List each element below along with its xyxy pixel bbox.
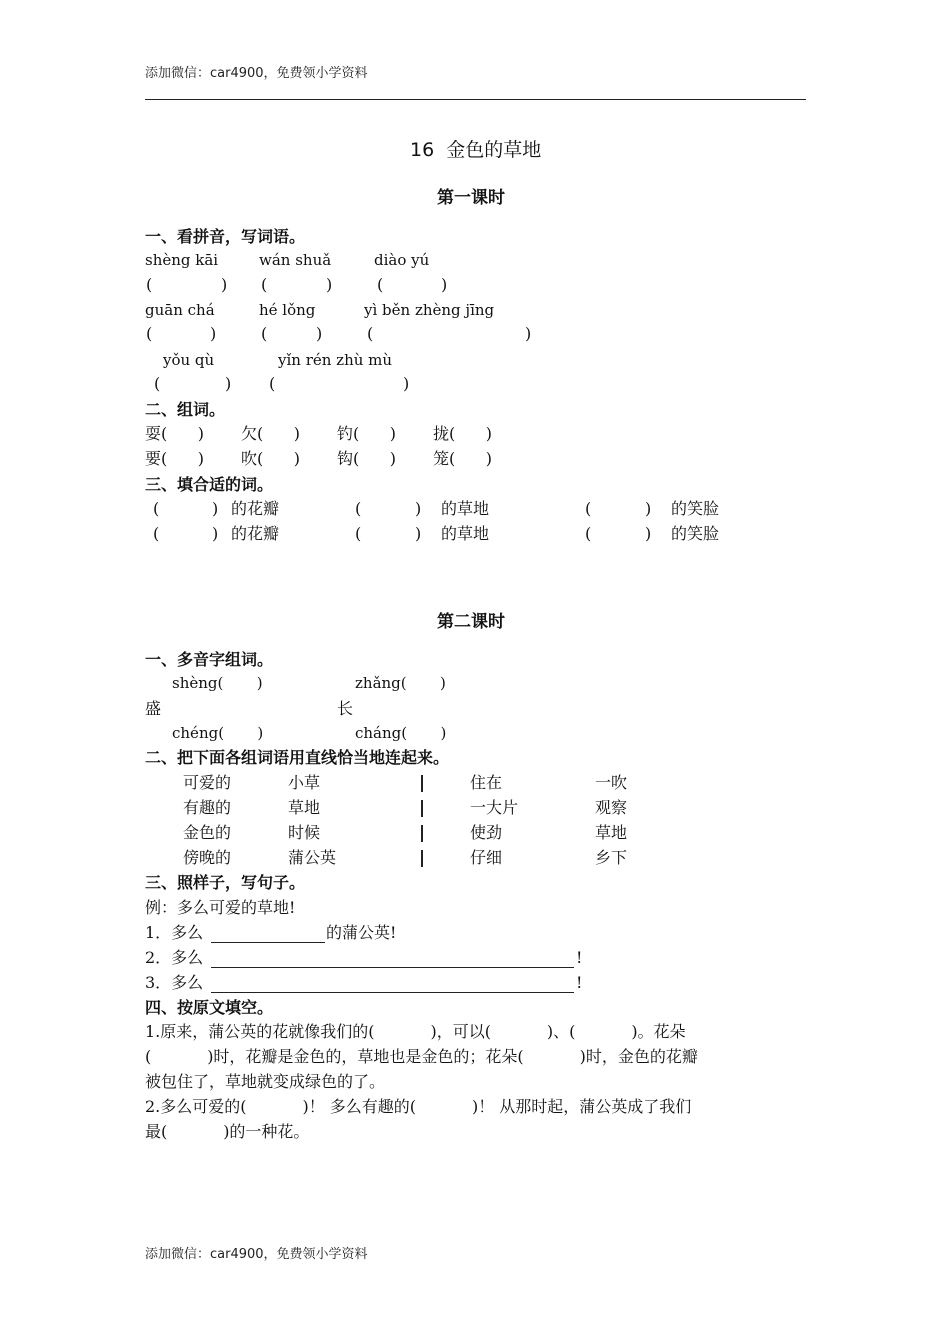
answer-box-open: ( [355, 524, 362, 543]
answer-box-close: ) [525, 324, 532, 343]
match-right-a: 使劲 [470, 823, 503, 842]
answer-box-open: ( [585, 524, 592, 543]
match-left-a: 傍晚的 [183, 848, 232, 867]
word-item: 耍( ) [145, 424, 205, 443]
word-item: 拢( ) [433, 424, 493, 443]
answer-box-close: ) [415, 524, 422, 543]
match-right-b: 草地 [595, 823, 628, 842]
phrase-smiling-face: 的笑脸 [671, 524, 720, 543]
match-right-b: 一吹 [595, 773, 628, 792]
sentence-3-prefix: 3．多么 [145, 973, 204, 992]
sentence-1-prefix: 1．多么 [145, 923, 204, 942]
answer-box-open: ( [377, 275, 384, 294]
answer-box-open: ( [367, 324, 374, 343]
answer-box-open: ( [585, 499, 592, 518]
polyphone-zhang: zhǎng( ) [355, 674, 446, 692]
l1-part3-heading: 三、填合适的词。 [145, 475, 274, 494]
lesson2-heading: 第二课时 [437, 612, 505, 632]
answer-box-close: ) [212, 499, 219, 518]
match-left-b: 小草 [288, 773, 321, 792]
answer-box-open: ( [153, 499, 160, 518]
l1-part1-heading: 一、看拼音，写词语。 [145, 227, 306, 246]
word-item: 吹( ) [241, 449, 301, 468]
answer-box-close: ) [645, 499, 652, 518]
answer-box-close: ) [210, 324, 217, 343]
match-left-b: 时候 [288, 823, 321, 842]
polyphone-char-chang: 长 [337, 699, 354, 718]
pinyin-guancha: guān chá [145, 301, 215, 319]
answer-box-close: ) [415, 499, 422, 518]
fill-line: 2.多么可爱的( )！ 多么有趣的( )！ 从那时起，蒲公英成了我们 [145, 1097, 692, 1116]
sentence-end-mark: ! [576, 973, 583, 992]
l2-part4-heading: 四、按原文填空。 [145, 998, 274, 1017]
pinyin-yinrenzhumu: yǐn rén zhù mù [278, 351, 393, 369]
l2-part3-heading: 三、照样子，写句子。 [145, 873, 306, 892]
answer-box-close: ) [221, 275, 228, 294]
pinyin-diaoyu: diào yú [374, 251, 430, 269]
polyphone-cheng: chéng( ) [172, 724, 264, 742]
word-item: 要( ) [145, 449, 205, 468]
fill-line: 最( )的一种花。 [145, 1122, 310, 1141]
blank-line [211, 942, 325, 943]
polyphone-char-sheng: 盛 [145, 699, 162, 718]
match-left-a: 金色的 [183, 823, 232, 842]
l2-part2-heading: 二、把下面各组词语用直线恰当地连起来。 [145, 748, 450, 767]
column-divider [421, 825, 423, 842]
match-right-a: 住在 [470, 773, 503, 792]
example-sentence: 例：多么可爱的草地! [145, 898, 296, 917]
answer-box-close: ) [326, 275, 333, 294]
match-right-b: 乡下 [595, 848, 628, 867]
word-item: 钓( ) [337, 424, 397, 443]
phrase-flower-petal: 的花瓣 [231, 499, 280, 518]
answer-box-open: ( [261, 275, 268, 294]
l1-part2-heading: 二、组词。 [145, 400, 226, 419]
match-left-b: 蒲公英 [288, 848, 337, 867]
answer-box-open: ( [146, 275, 153, 294]
column-divider [421, 775, 423, 792]
pinyin-yibenzhengjing: yì běn zhèng jīng [364, 301, 495, 319]
answer-box-close: ) [212, 524, 219, 543]
header-note: 添加微信：car4900，免费领小学资料 [145, 66, 368, 81]
answer-box-close: ) [225, 374, 232, 393]
polyphone-sheng: shèng( ) [172, 674, 263, 692]
header-divider [145, 99, 806, 100]
word-item: 笼( ) [433, 449, 493, 468]
pinyin-helong: hé lǒng [259, 301, 316, 319]
polyphone-chang: cháng( ) [355, 724, 447, 742]
sentence-1-suffix: 的蒲公英! [326, 923, 397, 942]
answer-box-close: ) [441, 275, 448, 294]
word-item: 欠( ) [241, 424, 301, 443]
match-left-a: 有趣的 [183, 798, 232, 817]
answer-box-open: ( [269, 374, 276, 393]
column-divider [421, 800, 423, 817]
blank-line [211, 992, 574, 993]
page-title: 16 金色的草地 [410, 139, 542, 161]
phrase-flower-petal: 的花瓣 [231, 524, 280, 543]
l2-part1-heading: 一、多音字组词。 [145, 650, 274, 669]
fill-line: 1.原来，蒲公英的花就像我们的( )，可以( )、( )。花朵 [145, 1022, 686, 1041]
pinyin-shengkai: shèng kāi [145, 251, 219, 269]
match-left-a: 可爱的 [183, 773, 232, 792]
pinyin-wanshua: wán shuǎ [259, 251, 332, 269]
blank-line [211, 967, 574, 968]
answer-box-open: ( [355, 499, 362, 518]
answer-box-open: ( [154, 374, 161, 393]
answer-box-close: ) [645, 524, 652, 543]
answer-box-open: ( [146, 324, 153, 343]
answer-box-open: ( [261, 324, 268, 343]
match-left-b: 草地 [288, 798, 321, 817]
match-right-a: 一大片 [470, 798, 519, 817]
fill-line: ( )时，花瓣是金色的，草地也是金色的；花朵( )时，金色的花瓣 [145, 1047, 698, 1066]
answer-box-open: ( [153, 524, 160, 543]
column-divider [421, 850, 423, 867]
word-item: 钩( ) [337, 449, 397, 468]
pinyin-youqu: yǒu qù [163, 351, 215, 369]
phrase-grassland: 的草地 [441, 524, 490, 543]
answer-box-close: ) [403, 374, 410, 393]
phrase-grassland: 的草地 [441, 499, 490, 518]
answer-box-close: ) [316, 324, 323, 343]
match-right-b: 观察 [595, 798, 628, 817]
phrase-smiling-face: 的笑脸 [671, 499, 720, 518]
match-right-a: 仔细 [470, 848, 503, 867]
sentence-2-prefix: 2．多么 [145, 948, 204, 967]
sentence-end-mark: ! [576, 948, 583, 967]
footer-note: 添加微信：car4900，免费领小学资料 [145, 1247, 368, 1262]
fill-line: 被包住了，草地就变成绿色的了。 [145, 1072, 386, 1091]
lesson1-heading: 第一课时 [437, 188, 505, 208]
